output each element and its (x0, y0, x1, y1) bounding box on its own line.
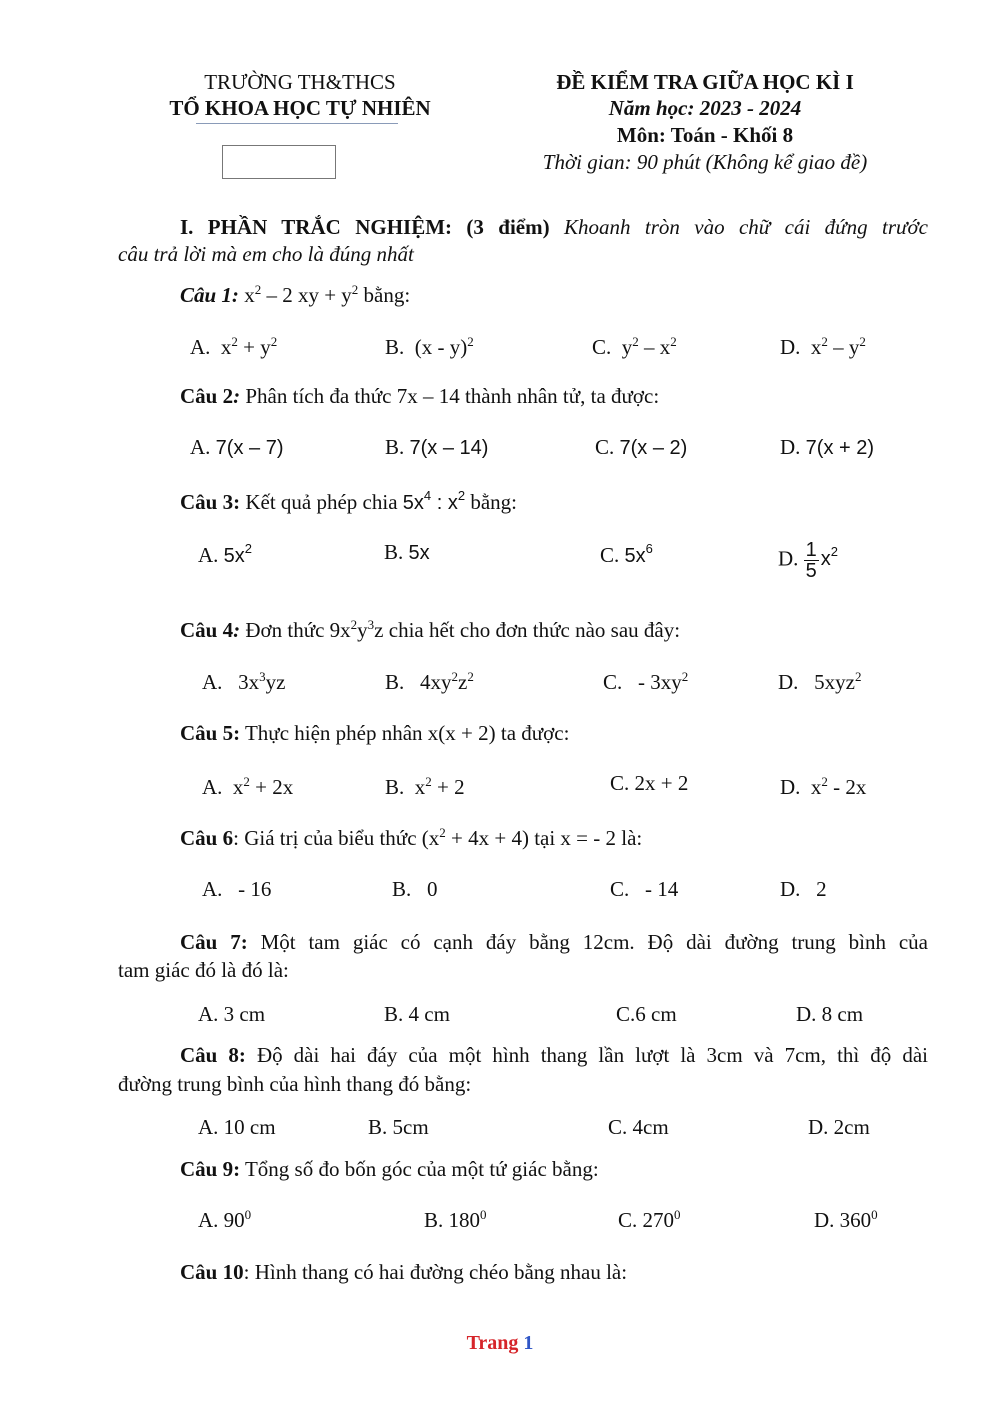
question-label: Câu 8: (180, 1043, 246, 1067)
option-d[interactable]: D. 5xyz$^2$ (778, 669, 862, 694)
question-text: Phân tích đa thức 7x – 14 thành nhân tử, ta được: (240, 384, 660, 408)
option-a[interactable]: A. $x^2 + 2x$ (202, 774, 294, 799)
option-b[interactable]: B. 0 (392, 877, 438, 901)
exam-duration: Thời gian: 90 phút (Không kể giao đề) (542, 150, 868, 174)
option-a[interactable]: A. 7(x – 7) (190, 435, 284, 459)
option-c[interactable]: C. $270^0$ (618, 1207, 681, 1232)
option-c[interactable]: C.6 cm (616, 1002, 677, 1026)
option-c[interactable]: C. $5x^6$ (600, 541, 653, 567)
option-b[interactable]: B. $4xy^2z^2$ (385, 669, 474, 694)
question-8-cont: đường trung bình của hình thang đó bằng: (118, 1072, 472, 1096)
section-instruction: Khoanh tròn vào chữ cái đứng trước (564, 215, 929, 239)
option-c[interactable]: C. 7(x – 2) (595, 435, 688, 459)
page-footer (400, 1332, 600, 1355)
option-a[interactable]: A. - 16 (202, 877, 272, 901)
section-title (180, 215, 928, 240)
option-b[interactable]: B. 4 cm (384, 1002, 450, 1026)
school-year: Năm học: 2023 - 2024 (608, 96, 802, 120)
option-d[interactable]: D. $x^2 - 2x$ (780, 774, 867, 799)
question-6: Câu 6: Giá trị của biểu thức $(x^2 + 4x + 4)$ tại x = - 2 là: (180, 825, 643, 850)
question-7-cont: tam giác đó là đó là: (118, 958, 289, 982)
option-c[interactable]: C. 2x + 2 (610, 771, 689, 795)
question-7 (180, 930, 928, 955)
question-text: Thực hiện phép nhân x(x + 2) ta được: (240, 721, 570, 745)
question-4: Câu 4: Đơn thức $9x^2y^3z$ chia hết cho đơn thức nào sau đây: (180, 617, 681, 642)
question-text: Tổng số đo bốn góc của một tứ giác bằng: (240, 1157, 599, 1181)
question-1: Câu 1: $x^2 - 2$ xy + $y^2$ bằng: (180, 282, 411, 307)
section-instruction-cont: câu trả lời mà em cho là đúng nhất (118, 242, 414, 266)
question-expression: $9x^2y^3z$ (329, 617, 384, 642)
exam-code-box (222, 145, 336, 179)
question-2: Câu 2: Phân tích đa thức 7x – 14 thành nhân tử, ta được: (180, 384, 660, 408)
question-label: Câu 2 (180, 384, 234, 408)
option-d[interactable]: D. $x^2 - y^2$ (780, 334, 866, 359)
question-10 (180, 1260, 627, 1285)
section-heading: I. PHẦN TRẮC NGHIỆM: (3 điểm) (180, 215, 550, 239)
option-a[interactable]: A. 3 cm (198, 1002, 266, 1026)
option-a[interactable]: A. $5x^2$ (198, 541, 253, 567)
option-b[interactable]: B. 7(x – 14) (385, 435, 489, 459)
option-c[interactable]: C. 4cm (608, 1115, 669, 1139)
option-a[interactable]: A. $x^2 + y^2$ (190, 334, 278, 359)
option-a[interactable]: A. $3x^3yz$ (202, 669, 286, 694)
question-expression: $5x^4$ : $x^2$ (402, 488, 466, 514)
page-word: Trang (466, 1332, 519, 1354)
question-label: Câu 5 (180, 721, 234, 745)
option-c[interactable]: C. $y^2 - x^2$ (592, 334, 677, 359)
question-9 (180, 1157, 599, 1182)
department-underline (196, 123, 398, 124)
question-text: Một tam giác có cạnh đáy bằng 12cm. Độ dài đường trung bình của (247, 930, 929, 954)
option-b[interactable]: B. $180^0$ (424, 1207, 487, 1232)
question-expression: $x^2 - 2$ xy + $y^2$ (244, 282, 359, 307)
option-d[interactable]: D. $\frac{1}{5}$ $x^2$ (778, 539, 839, 582)
question-text: : Hình thang có hai đường chéo bằng nhau là: (243, 1260, 628, 1284)
question-label: Câu 9: (180, 1157, 241, 1181)
option-d[interactable]: D. 2cm (808, 1115, 870, 1139)
question-label: Câu 4 (180, 618, 234, 642)
page-number: 1 (523, 1332, 534, 1354)
option-b[interactable]: B. (x - y)$^2$ (385, 334, 474, 359)
question-label: Câu 7: (180, 930, 248, 954)
option-a[interactable]: A. 10 cm (198, 1115, 276, 1139)
option-b[interactable]: B. 5x (384, 540, 430, 564)
option-b[interactable]: B. $x^2 + 2$ (385, 774, 465, 799)
option-d[interactable]: D. $360^0$ (814, 1207, 878, 1232)
option-a[interactable]: A. $90^0$ (198, 1207, 252, 1232)
school-name: TRƯỜNG TH&THCS (204, 70, 396, 94)
option-b[interactable]: B. 5cm (368, 1115, 429, 1139)
question-label: Câu 10 (180, 1260, 244, 1284)
question-text: Độ dài hai đáy của một hình thang lần lượt là 3cm và 7cm, thì độ dài (245, 1043, 928, 1067)
option-c[interactable]: C. - 14 (610, 877, 679, 901)
question-label: Câu 3: (180, 490, 241, 514)
question-label: Câu 6 (180, 826, 234, 850)
option-d[interactable]: D. 2 (780, 877, 827, 901)
option-d[interactable]: D. 8 cm (796, 1002, 864, 1026)
question-label: Câu 1: (180, 283, 239, 307)
subject-grade: Môn: Toán - Khối 8 (616, 123, 794, 147)
exam-title: ĐỀ KIỂM TRA GIỮA HỌC KÌ I (556, 70, 854, 94)
option-c[interactable]: C. - $3xy^2$ (603, 669, 689, 694)
question-8 (180, 1043, 928, 1068)
fraction: $\frac{1}{5}$ (805, 539, 817, 582)
question-5: Câu 5: Thực hiện phép nhân x(x + 2) ta được: (180, 721, 570, 745)
department-name: TỔ KHOA HỌC TỰ NHIÊN (169, 96, 431, 120)
option-d[interactable]: D. 7(x + 2) (780, 435, 875, 459)
question-3: Câu 3: Kết quả phép chia $5x^4$ : $x^2$ bằng: (180, 488, 517, 514)
